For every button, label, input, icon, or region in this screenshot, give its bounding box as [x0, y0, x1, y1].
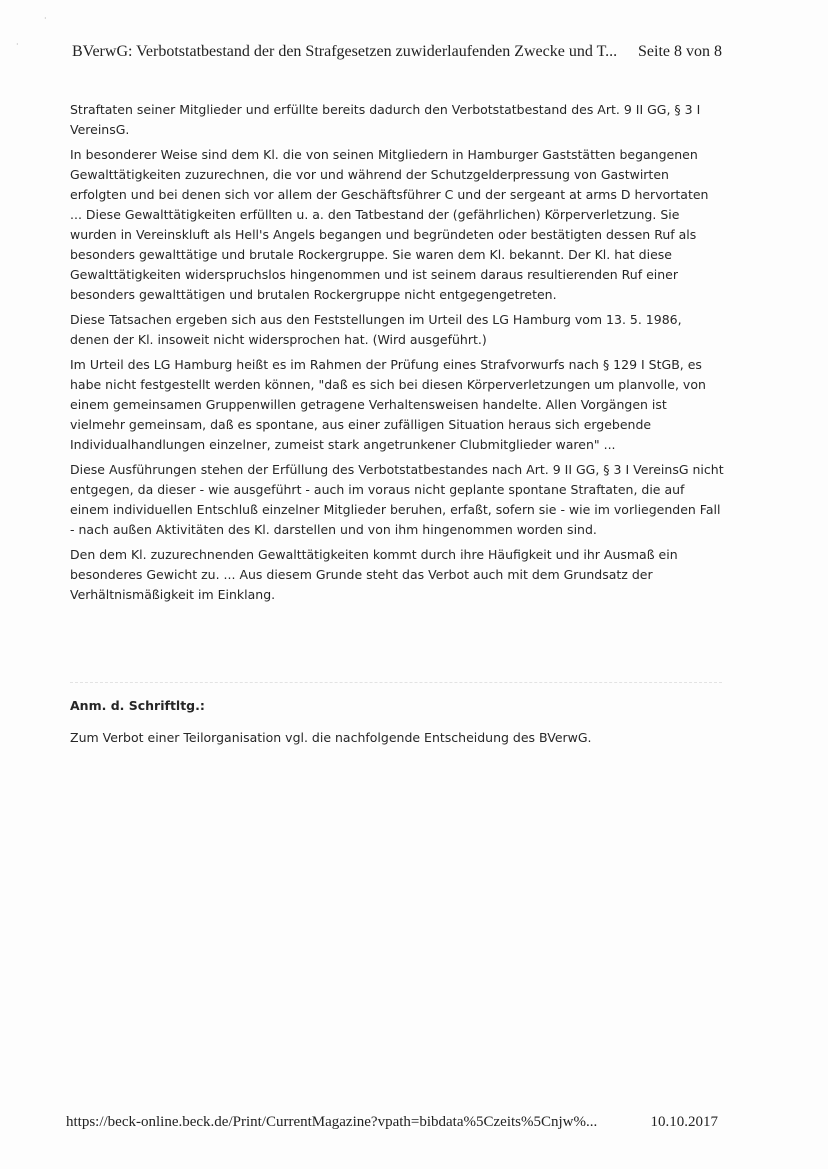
footer-date: 10.10.2017 [650, 1114, 718, 1130]
note-text: Zum Verbot einer Teilorganisation vgl. die nachfolgende Entscheidung des BVerwG. [70, 730, 592, 745]
page-indicator: Seite 8 von 8 [638, 43, 722, 60]
paragraph: Im Urteil des LG Hamburg heißt es im Rahmen der Prüfung eines Strafvorwurfs nach § 129 I StGB, es habe nicht festgestellt werden können, "daß es sich bei diesen Körperverletzungen um planvolle, von einem gemeinsamen Gruppenwillen getragene Verhaltensweisen handelte. Allen Vorgängen ist vielmehr gemeinsam, daß es spontane, aus einer zufälligen Situation heraus sich ergebende Individualhandlungen einzelner, zumeist stark angetrunkener Clubmitglieder waren" ... [70, 357, 706, 452]
page-header [72, 43, 722, 61]
scan-artifact-mark: · [44, 14, 47, 23]
paragraph: Straftaten seiner Mitglieder und erfüllte bereits dadurch den Verbotstatbestand des Art. 9 II GG, § 3 I VereinsG. [70, 102, 701, 137]
header-title: BVerwG: Verbotstatbestand der den Strafgesetzen zuwiderlaufenden Zwecke und T... [72, 43, 618, 60]
section-divider [70, 682, 722, 683]
scan-artifact-mark: · [16, 40, 19, 49]
paragraph: In besonderer Weise sind dem Kl. die von seinen Mitgliedern in Hamburger Gaststätten begangenen Gewalttätigkeiten zuzurechnen, die vor und während der Schutzgelderpressung von Gastwirten erfolgten und bei denen sich vor allem der Geschäftsführer C und der sergeant at arms D hervortaten ... Diese Gewalttätigkeiten erfüllten u. a. den Tatbestand der (gefährlichen) Körperverletzung. Sie wurden in Vereinskluft als Hell's Angels begangen und begründeten oder bestätigten dessen Ruf als besonders gewalttätige und brutale Rockergruppe. Sie waren dem Kl. bekannt. Der Kl. hat diese Gewalttätigkeiten widerspruchslos hingenommen und ist seinem daraus resultierenden Ruf einer besonders gewalttätigen und brutalen Rockergruppe nicht entgegengetreten. [70, 147, 709, 302]
footer-url: https://beck-online.beck.de/Print/CurrentMagazine?vpath=bibdata%5Czeits%5Cnjw%... [66, 1114, 598, 1130]
document-body [70, 100, 724, 610]
paragraph: Diese Ausführungen stehen der Erfüllung des Verbotstatbestandes nach Art. 9 II GG, § 3 I VereinsG nicht entgegen, da dieser - wie ausgeführt - auch im voraus nicht geplante spontane Straftaten, die auf einem individuellen Entschluß einzelner Mitglieder beruhen, erfaßt, sofern sie - wie im vorliegenden Fall - nach außen Aktivitäten des Kl. darstellen und von ihm hingenommen worden sind. [70, 462, 724, 537]
note-heading: Anm. d. Schriftltg.: [70, 698, 205, 713]
paragraph: Diese Tatsachen ergeben sich aus den Feststellungen im Urteil des LG Hamburg vom 13. 5. 1986, denen der Kl. insoweit nicht widersprochen hat. (Wird ausgeführt.) [70, 312, 682, 347]
paragraph: Den dem Kl. zuzurechnenden Gewalttätigkeiten kommt durch ihre Häufigkeit und ihr Ausmaß ein besonderes Gewicht zu. ... Aus diesem Grunde steht das Verbot auch mit dem Grundsatz der Verhältnismäßigkeit im Einklang. [70, 547, 678, 602]
page-footer [66, 1114, 718, 1131]
